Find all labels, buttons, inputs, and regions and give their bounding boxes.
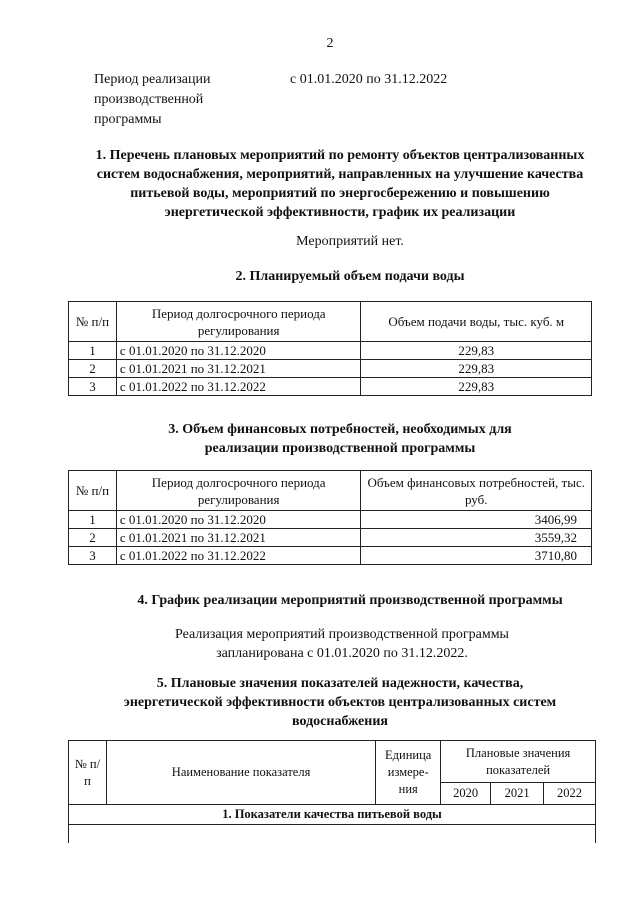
header-year: 2021 <box>491 783 544 805</box>
cell-period: с 01.01.2020 по 31.12.2020 <box>116 511 361 529</box>
cell-value: 229,83 <box>361 360 592 378</box>
header-finance: Объем финансовых потребностей, тыс. руб. <box>361 471 592 511</box>
indicators-table <box>68 740 596 843</box>
header-volume: Объем подачи воды, тыс. куб. м <box>361 302 592 342</box>
header-year: 2022 <box>544 783 596 805</box>
header-num: № п/п <box>69 741 107 805</box>
cell-num: 2 <box>69 529 117 547</box>
financial-needs-table <box>68 470 592 565</box>
period-label: Период реализации производственной программы <box>94 72 211 127</box>
table-row <box>69 547 592 565</box>
cell-period: с 01.01.2021 по 31.12.2021 <box>116 529 361 547</box>
cell-num: 3 <box>69 378 117 396</box>
table-row <box>69 511 592 529</box>
section4-text-line1: Реализация мероприятий производственной программы <box>175 627 509 642</box>
cell-num: 1 <box>69 511 117 529</box>
header-period: Период долгосрочного периода регулирования <box>116 302 361 342</box>
section1-title: 1. Перечень плановых мероприятий по ремонту объектов централизованных систем водоснабжения, мероприятий, направленных на улучшение качества питьевой воды, мероприятий по энергосбережению и повышению энергетической эффективности, график их реализации <box>95 148 585 220</box>
cell-value: 3710,80 <box>361 547 592 565</box>
header-period: Период долгосрочного периода регулирования <box>116 471 361 511</box>
table-group-row <box>69 805 596 825</box>
cell-value: 229,83 <box>361 342 592 360</box>
header-indicator-name: Наименование показателя <box>106 741 375 805</box>
page-number: 2 <box>326 36 334 51</box>
cell-value: 3406,99 <box>361 511 592 529</box>
section2-title: 2. Планируемый объем подачи воды <box>235 269 465 284</box>
table-row <box>69 378 592 396</box>
table-header-row <box>69 302 592 342</box>
cell-period: с 01.01.2022 по 31.12.2022 <box>116 547 361 565</box>
cell-period: с 01.01.2020 по 31.12.2020 <box>116 342 361 360</box>
header-unit: Единица измере-ния <box>376 741 441 805</box>
section1-text: Мероприятий нет. <box>296 234 404 249</box>
water-supply-table <box>68 301 592 396</box>
header-planned-values: Плановые значения показателей <box>441 741 596 783</box>
cell-period: с 01.01.2021 по 31.12.2021 <box>116 360 361 378</box>
table-continuation <box>69 825 596 843</box>
table-row <box>69 342 592 360</box>
section3-title: 3. Объем финансовых потребностей, необходимых для реализации производственной программы <box>168 422 512 456</box>
cell-period: с 01.01.2022 по 31.12.2022 <box>116 378 361 396</box>
cell-value: 229,83 <box>361 378 592 396</box>
group-water-quality: 1. Показатели качества питьевой воды <box>69 805 596 825</box>
header-num: № п/п <box>69 471 117 511</box>
table-header-row <box>69 471 592 511</box>
table-row <box>69 360 592 378</box>
table-header-row <box>69 741 596 783</box>
section4-text-line2: запланирована с 01.01.2020 по 31.12.2022. <box>216 646 468 661</box>
section5-title: 5. Плановые значения показателей надежности, качества, энергетической эффективности объектов централизованных систем водоснабжения <box>123 676 557 729</box>
table-row <box>69 825 596 843</box>
header-year: 2020 <box>441 783 491 805</box>
section4-title: 4. График реализации мероприятий производственной программы <box>137 593 563 608</box>
header-num: № п/п <box>69 302 117 342</box>
cell-num: 3 <box>69 547 117 565</box>
cell-num: 1 <box>69 342 117 360</box>
cell-value: 3559,32 <box>361 529 592 547</box>
period-value: с 01.01.2020 по 31.12.2022 <box>290 72 448 87</box>
table-row <box>69 529 592 547</box>
cell-num: 2 <box>69 360 117 378</box>
